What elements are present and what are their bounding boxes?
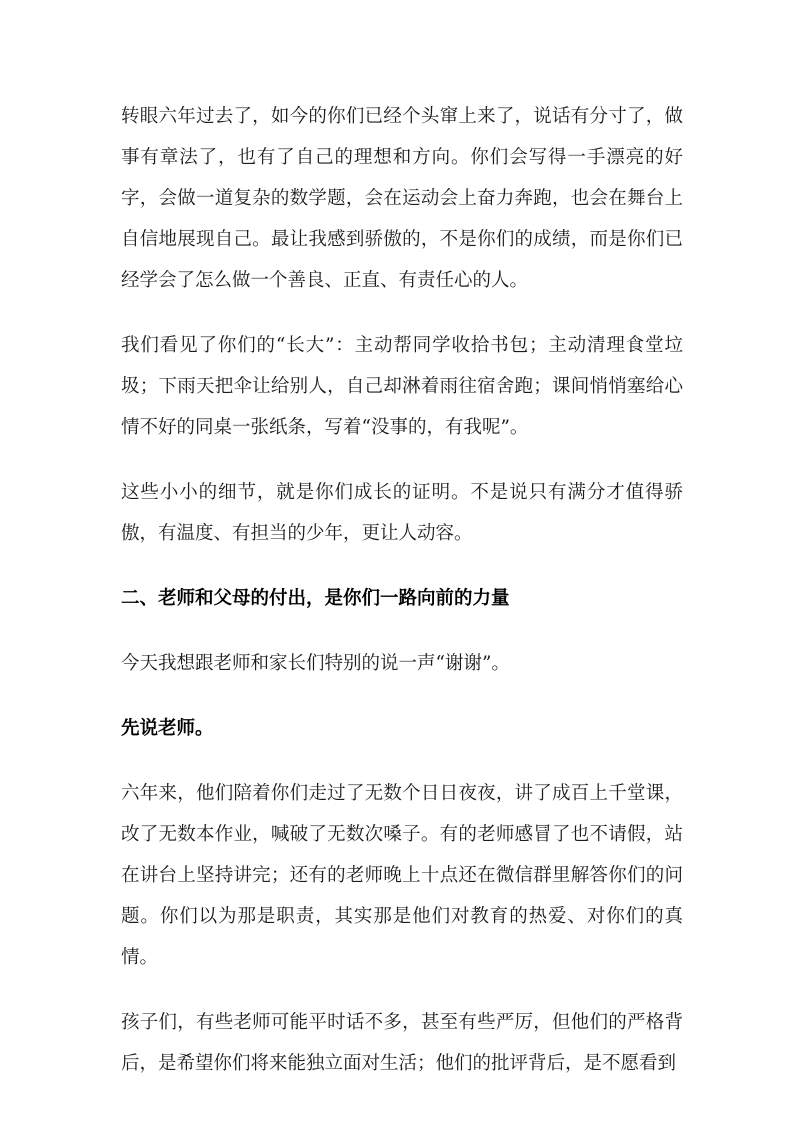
document-body bbox=[121, 96, 683, 1108]
paragraph-growth: 转眼六年过去了，如今的你们已经个头窜上来了，说话有分寸了，做事有章法了，也有了自己的理想和方向。你们会写得一手漂亮的好字，会做一道复杂的数学题，会在运动会上奋力奔跑，也会在舞台上自信地展现自己。最让我感到骄傲的，不是你们的成绩，而是你们已经学会了怎么做一个善良、正直、有责任心的人。 bbox=[121, 106, 683, 291]
subheading-teachers: 先说老师。 bbox=[121, 718, 214, 739]
paragraph-thanks: 今天我想跟老师和家长们特别的说一声“谢谢”。 bbox=[121, 653, 510, 674]
paragraph-teachers-effort: 六年来，他们陪着你们走过了无数个日日夜夜，讲了成百上千堂课，改了无数本作业，喊破了无数次嗓子。有的老师感冒了也不请假，站在讲台上坚持讲完；还有的老师晚上十点还在微信群里解答你们的问题。你们以为那是职责，其实那是他们对教育的热爱、对你们的真情。 bbox=[121, 783, 683, 968]
section-heading: 二、老师和父母的付出，是你们一路向前的力量 bbox=[121, 588, 510, 609]
paragraph-teachers-strict: 孩子们，有些老师可能平时话不多，甚至有些严厉，但他们的严格背后，是希望你们将来能独立面对生活；他们的批评背后，是不愿看到 bbox=[121, 1012, 683, 1074]
paragraph-growing-up-examples: 我们看见了你们的“长大”：主动帮同学收拾书包；主动清理食堂垃圾；下雨天把伞让给别人，自己却淋着雨往宿舍跑；课间悄悄塞给心情不好的同桌一张纸条，写着“没事的，有我呢”。 bbox=[121, 335, 683, 438]
paragraph-small-details: 这些小小的细节，就是你们成长的证明。不是说只有满分才值得骄傲，有温度、有担当的少年，更让人动容。 bbox=[121, 482, 683, 544]
